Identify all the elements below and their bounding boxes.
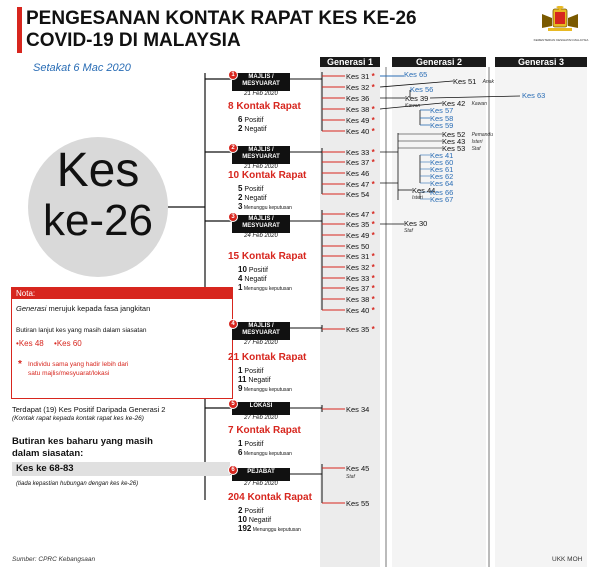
gen2-case-label: Kes 67: [430, 195, 454, 204]
gen1-case: [346, 231, 375, 240]
title-accent-bar: [17, 7, 22, 53]
event-2-stat: [238, 184, 263, 193]
repeat-attendee-star-icon: *: [369, 158, 375, 167]
event-type-line2: MESYUARAT: [242, 81, 280, 87]
stat-label: Negatif: [246, 377, 271, 384]
stat-label: Negatif: [242, 195, 267, 202]
event-3-stat: [238, 283, 292, 292]
repeat-attendee-star-icon: *: [369, 180, 375, 189]
event-2-kontak: 10 Kontak Rapat: [228, 170, 307, 181]
stat-count: 9: [238, 384, 243, 393]
gen2-case-label: Kes 64: [430, 179, 454, 188]
page-title: PENGESANAN KONTAK RAPAT KES KE-26: [26, 8, 417, 29]
kes-range-note: (tiada kepastian hubungan dengan kes ke-26): [16, 481, 139, 487]
event-2-number-badge: 2: [228, 143, 238, 153]
nota-header: Nota:: [12, 288, 232, 299]
event-5-date: 27 Feb 2020: [244, 415, 278, 421]
stat-count: 192: [238, 524, 252, 533]
stat-label: Positif: [242, 186, 264, 193]
event-3-kontak: 15 Kontak Rapat: [228, 251, 307, 262]
stat-label: Menunggu keputusan: [242, 387, 292, 393]
main-case-line2: ke-26: [42, 196, 154, 245]
event-3-stat: [238, 274, 267, 283]
nota-line1: [16, 304, 150, 313]
event-6-stat: [238, 515, 271, 524]
event-4-date: 27 Feb 2020: [244, 340, 278, 346]
gen3-case-label: Kes 63: [522, 91, 546, 100]
gen1-case: [346, 169, 369, 178]
report-date: Setakat 6 Mac 2020: [33, 62, 131, 74]
gen1-case-label: Kes 40: [346, 127, 370, 136]
gen2-case-label: Kes 66: [430, 188, 454, 197]
gen1-case-label: Kes 38: [346, 295, 370, 304]
gen1-case-label: Staf: [346, 474, 355, 480]
gen1-case-label: Kes 37: [346, 284, 370, 293]
gen2-case-note: Staf: [471, 146, 481, 152]
stat-count: 2: [238, 124, 243, 133]
gen1-case: [346, 158, 375, 167]
stat-label: Negatif: [242, 126, 267, 133]
repeat-attendee-star-icon: *: [369, 83, 375, 92]
event-type-line1: PEJABAT: [247, 469, 275, 475]
event-4-number-badge: 4: [228, 319, 238, 329]
stat-label: Menunggu keputusan: [242, 205, 292, 211]
gen1-case: [346, 94, 369, 103]
nota-line2: Butiran lanjut kes yang masih dalam siasatan: [16, 327, 147, 334]
stat-label: Positif: [242, 368, 264, 375]
event-4-box: [232, 322, 290, 340]
event-1-kontak: 8 Kontak Rapat: [228, 101, 301, 112]
footer-source: Sumber: CPRC Kebangsaan: [12, 556, 96, 563]
stat-label: Positif: [242, 117, 264, 124]
stat-count: 2: [238, 193, 243, 202]
logo-caption: KEMENTERIAN KESIHATAN MALAYSIA: [533, 38, 589, 42]
event-2-date: 21 Feb 2020: [244, 164, 278, 170]
gen2-case: [404, 70, 427, 79]
gen2-case-label: Kes 65: [404, 70, 428, 79]
repeat-attendee-star-icon: *: [369, 127, 375, 136]
stat-label: Positif: [242, 441, 264, 448]
stat-count: 3: [238, 202, 243, 211]
event-2-box: [232, 146, 290, 164]
event-type-line2: MESYUARAT: [242, 154, 280, 160]
gen1-case: [346, 190, 369, 199]
gen1-case: [346, 252, 375, 261]
stat-label: Menunggu keputusan: [242, 286, 292, 292]
repeat-attendee-star-icon: *: [369, 263, 375, 272]
nota-case-a-label: Kes 48: [18, 339, 44, 348]
gen1-case: [346, 72, 375, 81]
stat-count: 10: [238, 265, 247, 274]
event-1-box: [232, 73, 290, 91]
gen2-case-label: Kes 57: [430, 106, 454, 115]
gen1-case: [346, 220, 375, 229]
event-6-number-badge: 6: [228, 465, 238, 475]
summary-line1: Terdapat (19) Kes Positif Daripada Generasi 2: [12, 405, 166, 414]
gen1-case-label: Kes 32: [346, 83, 370, 92]
gen1-case: [346, 148, 375, 157]
nota-line1-text: merujuk kepada fasa jangkitan: [48, 304, 151, 313]
repeat-attendee-star-icon: *: [369, 72, 375, 81]
gen1-case: [346, 127, 375, 136]
repeat-attendee-star-icon: *: [369, 306, 375, 315]
gen2-case-note: Kawan: [471, 101, 487, 107]
nota-box: [11, 287, 233, 399]
gen1-case: [346, 116, 375, 125]
gen3-case: [522, 91, 545, 100]
gen1-case: [346, 83, 375, 92]
event-type-line1: MAJLIS /: [248, 216, 274, 222]
gen1-case: [346, 306, 375, 315]
gen2-case-label: Kes 44: [412, 186, 436, 195]
repeat-attendee-star-icon: *: [369, 105, 375, 114]
gen2-case: [430, 195, 453, 204]
stat-count: 2: [238, 506, 243, 515]
gen2-case-label: Kes 58: [430, 114, 454, 123]
gen2-case-label: Kes 61: [430, 165, 454, 174]
repeat-attendee-star-icon: *: [369, 148, 375, 157]
stat-count: 5: [238, 184, 243, 193]
column-header-gen1: Generasi 1: [320, 57, 380, 67]
gen2-case-note: Pemandu: [471, 132, 493, 138]
page-subtitle: COVID-19 DI MALAYSIA: [26, 30, 241, 51]
gen1-case-label: Kes 33: [346, 148, 370, 157]
gen2-case-label: Kes 59: [430, 121, 454, 130]
gen1-case: [346, 242, 369, 251]
event-5-box: [232, 402, 290, 415]
gen1-case-label: Kes 40: [346, 306, 370, 315]
gen2-case-label: Kes 41: [430, 151, 454, 160]
nota-case-b-label: Kes 60: [56, 339, 82, 348]
gen2-case-label: Kes 53: [442, 144, 466, 153]
gen2-case-label: Kes 43: [442, 137, 466, 146]
gen2-case-label: Kes 56: [410, 85, 434, 94]
gen1-case-label: Kes 38: [346, 105, 370, 114]
event-type-line1: MAJLIS /: [248, 74, 274, 80]
repeat-attendee-star-icon: *: [369, 295, 375, 304]
column-header-gen2: Generasi 2: [392, 57, 486, 67]
gen1-case: [346, 284, 375, 293]
gen1-case-label: Kes 34: [346, 405, 370, 414]
gen2-case: [430, 121, 453, 130]
stat-count: 1: [238, 366, 243, 375]
gen1-case-label: Kes 31: [346, 72, 370, 81]
event-4-kontak: 21 Kontak Rapat: [228, 352, 307, 363]
repeat-attendee-star-icon: *: [369, 210, 375, 219]
stat-label: Positif: [246, 267, 268, 274]
event-6-box: [232, 468, 290, 481]
event-2-stat: [238, 202, 292, 211]
stat-count: 11: [238, 375, 247, 384]
gen1-case-label: Kes 45: [346, 464, 370, 473]
stat-label: Negatif: [246, 517, 272, 524]
gen1-case-label: Kes 33: [346, 274, 370, 283]
repeat-attendee-star-icon: *: [369, 274, 375, 283]
butiran-line1: Butiran kes baharu yang masih: [12, 436, 153, 447]
gen2-case-label: Kes 42: [442, 99, 466, 108]
gen1-case-label: Kes 50: [346, 242, 370, 251]
stat-label: Negatif: [242, 276, 267, 283]
event-1-date: 21 Feb 2020: [244, 91, 278, 97]
summary-line2: (Kontak rapat kepada kontak rapat kes ke-26): [12, 415, 144, 422]
event-type-line1: LOKASI: [249, 403, 273, 409]
gen2-case-label: Kes 51: [453, 77, 477, 86]
stat-label: Menunggu keputusan: [251, 527, 301, 533]
gen2-case-label: Kes 62: [430, 172, 454, 181]
gen1-case-label: Kes 46: [346, 169, 370, 178]
gen2-case: [410, 85, 433, 94]
stat-count: 1: [238, 439, 243, 448]
gen2-case: [453, 77, 476, 86]
gen1-case-label: Kes 31: [346, 252, 370, 261]
event-5-number-badge: 5: [228, 399, 238, 409]
event-6-stat: [238, 506, 263, 515]
gen1-case: [346, 405, 369, 414]
event-4-stat: [238, 375, 271, 384]
repeat-attendee-star-icon: *: [369, 284, 375, 293]
footer-credit: UKK MOH: [552, 556, 583, 563]
stat-count: 10: [238, 515, 247, 524]
event-type-line2: MESYUARAT: [242, 330, 280, 336]
event-4-stat: [238, 384, 292, 393]
gen1-case-label: Kes 55: [346, 499, 370, 508]
gen2-case-label: Kes 30: [404, 219, 428, 228]
stat-label: Menunggu keputusan: [242, 451, 292, 457]
gen2-case-note: Anak: [482, 79, 494, 85]
gen1-case: [346, 325, 375, 334]
repeat-attendee-star-icon: *: [369, 116, 375, 125]
repeat-attendee-star-icon: *: [369, 252, 375, 261]
nota-star-icon: *: [18, 359, 22, 370]
gen2-case-note: Staf: [404, 228, 413, 234]
gen1-case-label: Kes 54: [346, 190, 370, 199]
stat-count: 1: [238, 283, 243, 292]
event-1-stat: [238, 124, 267, 133]
column-band-gen3: [495, 67, 587, 567]
nota-line1-em: Generasi: [16, 304, 47, 313]
repeat-attendee-star-icon: *: [369, 231, 375, 240]
gen2-case-label: Kes 52: [442, 130, 466, 139]
event-3-stat: [238, 265, 268, 274]
event-2-stat: [238, 193, 267, 202]
malaysia-crest-icon: [536, 6, 584, 36]
event-type-line1: MAJLIS /: [248, 147, 274, 153]
gen2-case-note: Isteri: [412, 195, 423, 201]
event-5-kontak: 7 Kontak Rapat: [228, 425, 301, 436]
gen2-case: [405, 94, 428, 103]
event-5-stat: [238, 448, 292, 457]
nota-star-note-2: satu majlis/mesyuarat/lokasi: [28, 370, 110, 377]
event-5-stat: [238, 439, 263, 448]
column-header-gen3: Generasi 3: [495, 57, 587, 67]
kes-range: Kes ke 68-83: [16, 463, 74, 474]
event-3-date: 24 Feb 2020: [244, 233, 278, 239]
gen1-case-label: Kes 47: [346, 210, 370, 219]
stat-count: 6: [238, 448, 243, 457]
nota-star-note-1: Individu sama yang hadir lebih dari: [28, 361, 129, 368]
butiran-line2: dalam siasatan:: [12, 448, 84, 459]
event-type-line1: MAJLIS /: [248, 323, 274, 329]
gen1-case: [346, 274, 375, 283]
repeat-attendee-star-icon: *: [369, 325, 375, 334]
main-case-line1: Kes: [56, 144, 140, 197]
column-band-gen1: [320, 67, 380, 567]
gen1-case: [346, 464, 369, 473]
nota-case-b: •Kes 60: [54, 339, 82, 348]
stat-label: Positif: [242, 508, 264, 515]
repeat-attendee-star-icon: *: [369, 220, 375, 229]
gen2-case-note: Kawan: [405, 103, 421, 109]
event-1-number-badge: 1: [228, 70, 238, 80]
gen1-case-label: Kes 47: [346, 180, 370, 189]
gen1-case: [346, 210, 375, 219]
gen1-case: [346, 263, 375, 272]
event-4-stat: [238, 366, 263, 375]
gen1-case: [346, 295, 375, 304]
event-1-stat: [238, 115, 263, 124]
gen1-case: [346, 180, 375, 189]
gen1-case-label: Kes 35: [346, 220, 370, 229]
event-6-date: 27 Feb 2020: [244, 481, 278, 487]
gen2-case-note: Isteri: [471, 139, 483, 145]
gen1-case: [346, 105, 375, 114]
event-6-stat: [238, 524, 301, 533]
event-3-number-badge: 3: [228, 212, 238, 222]
gen1-case-label: Kes 32: [346, 263, 370, 272]
gen2-case: [404, 219, 427, 228]
nota-case-a: •Kes 48: [16, 339, 44, 348]
gen1-case-label: Kes 35: [346, 325, 370, 334]
stat-count: 4: [238, 274, 243, 283]
gen1-case-label: Kes 37: [346, 158, 370, 167]
gen1-case-label: Kes 49: [346, 231, 370, 240]
gen1-case: [346, 474, 355, 480]
gen1-case-label: Kes 49: [346, 116, 370, 125]
event-type-line2: MESYUARAT: [242, 223, 280, 229]
event-3-box: [232, 215, 290, 233]
event-6-kontak: 204 Kontak Rapat: [228, 492, 312, 503]
gen1-case: [346, 499, 369, 508]
gen2-case-label: Kes 39: [405, 94, 429, 103]
gen1-case-label: Kes 36: [346, 94, 370, 103]
gen2-case-label: Kes 60: [430, 158, 454, 167]
stat-count: 6: [238, 115, 243, 124]
